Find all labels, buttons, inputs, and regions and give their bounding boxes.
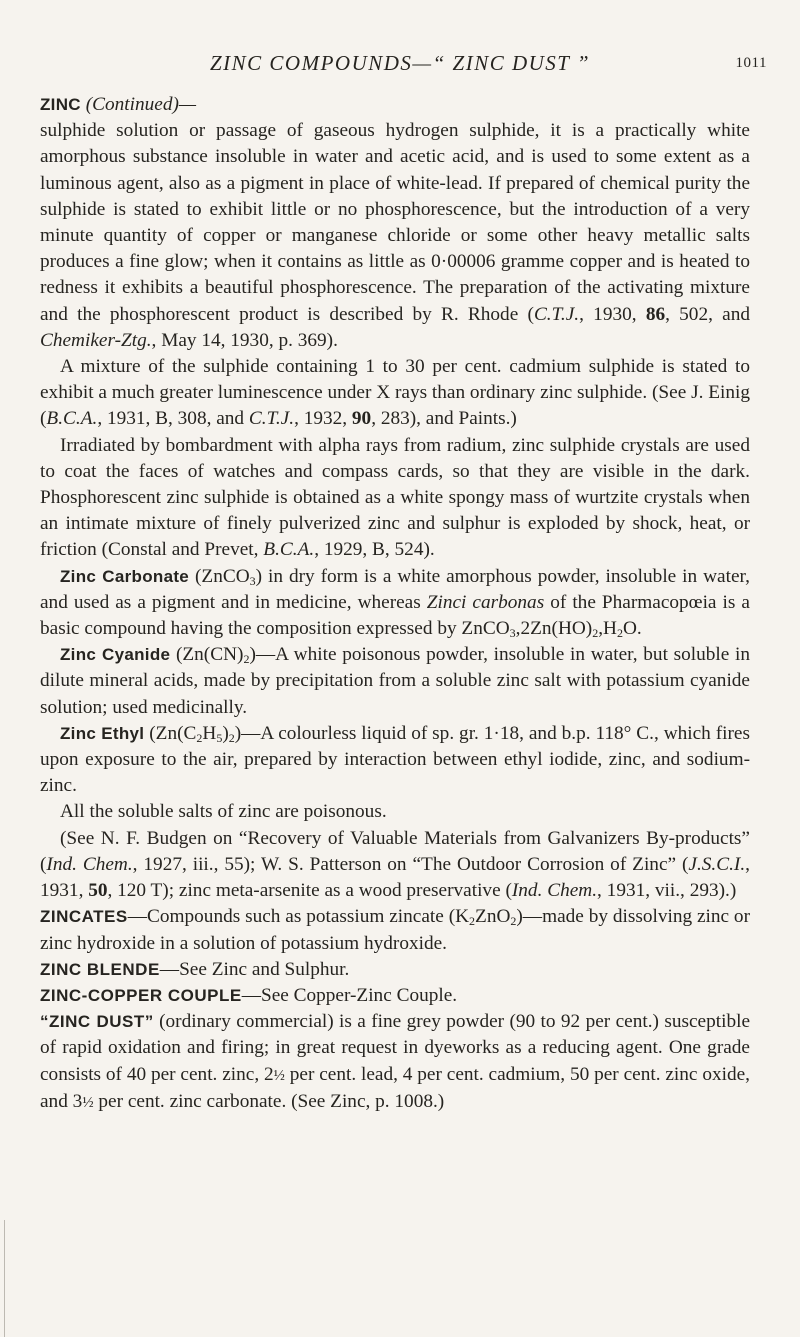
zinc-continued-paragraph: ZINC (Continued)— sulphide solution or passage of gaseous hydrogen sulphide, it is a practically white amorphous substance insoluble in water and acetic acid, and is used to some extent as a luminous agent, also as a pigment in place of white-lead. If prepared of chemical purity the sulphide is stated to exhibit little or no phosphorescence, but the introduction of a very minute quantity of copper or manganese chloride or some other heavy metallic salts produces a fine glow; when it contains as little as 0·00006 gramme copper and is heated to redness it exhibits a beautiful phosphorescence. The preparation of the activating mixture and the phosphorescent product is described by R. Rhode (C.T.J., 1930, 86, 502, and Chemiker-Ztg., May 14, 1930, p. 369).	[40, 94, 750, 351]
entry-head-zinc-dust: “ZINC DUST”	[40, 1012, 154, 1032]
references-paragraph: (See N. F. Budgen on “Recovery of Valuable Materials from Galvanizers By-products” (Ind. Chem., 1927, iii., 55); W. S. Patterson on “The Outdoor Corrosion of Zinc” (J.S.C.I., 1931, 50, 120 T); zinc meta-arsenite as a wood preservative (Ind. Chem., 1931, vii., 293).)	[40, 827, 750, 902]
continued-label: (Continued)—	[85, 94, 197, 115]
entry-head-zinc-ethyl: Zinc Ethyl	[60, 723, 145, 743]
poisonous-note: All the soluble salts of zinc are poisonous.	[60, 801, 387, 823]
zinc-dust-entry: “ZINC DUST” (ordinary commercial) is a fine grey powder (90 to 92 per cent.) susceptible of rapid oxidation and firing; in great request in dyeworks as a reducing agent. One grade consists of 40 per cent. zinc, 2½ per cent. lead, 4 per cent. cadmium, 50 per cent. zinc oxide, and 3½ per cent. zinc carbonate. (See Zinc, p. 1008.)	[40, 1011, 750, 1112]
zinc-copper-couple-entry: ZINC-COPPER COUPLE—See Copper-Zinc Couple.	[40, 984, 458, 1006]
entry-head-zincates: ZINCATES	[40, 907, 128, 927]
entry-head-zinc-blende: ZINC BLENDE	[40, 959, 160, 979]
entry-head-zinc-cyanide: Zinc Cyanide	[60, 645, 171, 665]
running-title: ZINC COMPOUNDS—“ ZINC DUST ”	[209, 51, 591, 75]
running-head	[0, 51, 800, 81]
cadmium-paragraph: A mixture of the sulphide containing 1 to 30 per cent. cadmium sulphide is stated to exhibit a much greater luminescence under X rays than ordinary zinc sulphide. (See J. Einig (B.C.A., 1931, B, 308, and C.T.J., 1932, 90, 283), and Paints.)	[40, 356, 750, 430]
zinc-carbonate-entry: Zinc Carbonate (ZnCO$_3$) in dry form is a white amorphous powder, insoluble in water, and used as a pigment and in medicine, whereas Zinci carbonas of the Pharmacopœia is a basic compound having the composition expressed by $ZnCO_3,2Zn(HO)_2,H_2O$.	[40, 565, 750, 641]
entry-head-zinc-carbonate: Zinc Carbonate	[60, 566, 190, 586]
page-edge-line	[4, 1220, 5, 1337]
irradiated-paragraph: Irradiated by bombardment with alpha rays from radium, zinc sulphide crystals are used to coat the faces of watches and compass cards, so that they are visible in the dark. Phosphorescent zinc sulphide is obtained as a white spongy mass of wurtzite crystals when an intimate mixture of finely pulverized zinc and sulphur is exploded by shock, heat, or friction (Constal and Prevet, B.C.A., 1929, B, 524).	[40, 434, 750, 561]
zinc-cyanide-entry: Zinc Cyanide $(Zn(CN)_2)—A$ white poisonous powder, insoluble in water, but soluble in dilute mineral acids, made by precipitation from a soluble zinc salt with potassium cyanide solution; used medicinally.	[40, 644, 750, 718]
entry-head-zinc-copper-couple: ZINC-COPPER COUPLE	[40, 985, 242, 1005]
zinc-ethyl-entry: Zinc Ethyl $(Zn(C_2H_5)_2)—A$ colourless liquid of sp. gr. 1·18, and b.p. 118° C., which fires upon exposure to the air, prepared by interaction between ethyl iodide, zinc, and sodium-zinc.	[40, 722, 750, 797]
entry-head-zinc: ZINC	[40, 95, 81, 114]
zincates-entry: ZINCATES—Compounds such as potassium zincate $(K_2ZnO_2)—made$ by dissolving zinc or zinc hydroxide in a solution of potassium hydroxide.	[40, 906, 750, 954]
zinc-blende-entry: ZINC BLENDE—See Zinc and Sulphur.	[40, 958, 350, 980]
body-text	[40, 92, 750, 1116]
page-number: 1011	[735, 55, 767, 71]
